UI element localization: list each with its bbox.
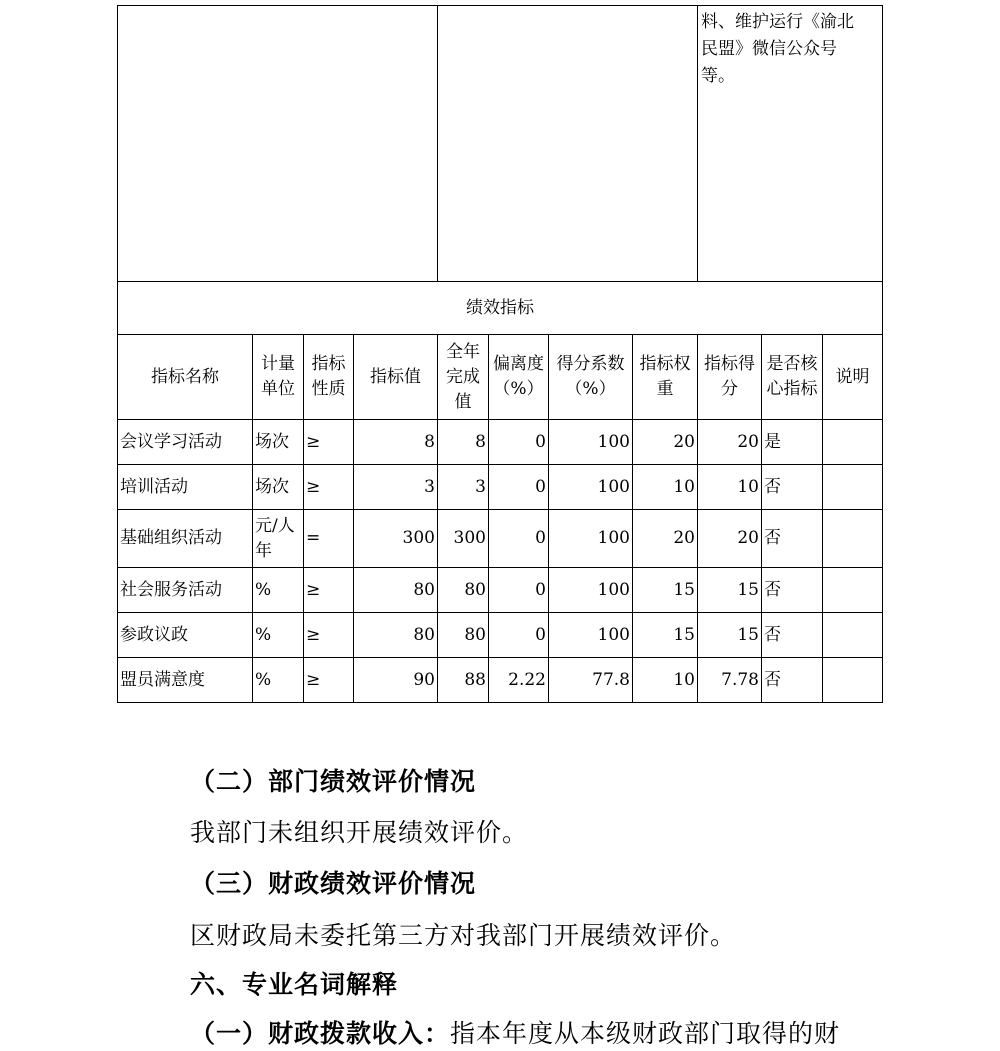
cell-target: 80 xyxy=(354,568,438,613)
cell-name: 参政议政 xyxy=(118,613,253,658)
cell-score: 15 xyxy=(698,568,762,613)
top-note-cell: 料、维护运行《渝北民盟》微信公众号等。 xyxy=(698,6,883,282)
col-header-note: 说明 xyxy=(823,335,883,420)
col-header-score: 指标得分 xyxy=(698,335,762,420)
cell-deviation: 0 xyxy=(489,465,549,510)
cell-nature: ≥ xyxy=(304,613,354,658)
section-title-row xyxy=(118,282,883,335)
cell-weight: 15 xyxy=(633,613,698,658)
cell-score: 20 xyxy=(698,510,762,568)
heading-finance-evaluation: （三）财政绩效评价情况 xyxy=(190,869,477,898)
cell-weight: 10 xyxy=(633,465,698,510)
cell-deviation: 0 xyxy=(489,420,549,465)
table-header-row xyxy=(118,335,883,420)
cell-nature: ≥ xyxy=(304,568,354,613)
cell-weight: 20 xyxy=(633,420,698,465)
col-header-coef: 得分系数（%） xyxy=(549,335,633,420)
cell-target: 90 xyxy=(354,658,438,703)
cell-unit: % xyxy=(253,658,304,703)
cell-score: 20 xyxy=(698,420,762,465)
cell-weight: 20 xyxy=(633,510,698,568)
table-row xyxy=(118,568,883,613)
cell-note xyxy=(823,658,883,703)
text-finance-evaluation: 区财政局未委托第三方对我部门开展绩效评价。 xyxy=(190,921,737,950)
cell-name: 会议学习活动 xyxy=(118,420,253,465)
cell-nature: ≥ xyxy=(304,658,354,703)
cell-deviation: 0 xyxy=(489,613,549,658)
cell-actual: 88 xyxy=(438,658,489,703)
cell-unit: % xyxy=(253,613,304,658)
cell-core: 否 xyxy=(762,510,823,568)
cell-actual: 8 xyxy=(438,420,489,465)
cell-note xyxy=(823,613,883,658)
cell-score: 7.78 xyxy=(698,658,762,703)
cell-score: 15 xyxy=(698,613,762,658)
cell-score: 10 xyxy=(698,465,762,510)
table-row xyxy=(118,613,883,658)
col-header-target: 指标值 xyxy=(354,335,438,420)
cell-coef: 100 xyxy=(549,613,633,658)
cell-weight: 15 xyxy=(633,568,698,613)
cell-nature: = xyxy=(304,510,354,568)
col-header-nature: 指标性质 xyxy=(304,335,354,420)
section-title: 绩效指标 xyxy=(118,282,883,335)
cell-coef: 100 xyxy=(549,465,633,510)
cell-target: 300 xyxy=(354,510,438,568)
table-row xyxy=(118,420,883,465)
cell-unit: 元/人年 xyxy=(253,510,304,568)
cell-name: 盟员满意度 xyxy=(118,658,253,703)
cell-core: 是 xyxy=(762,420,823,465)
table-row xyxy=(118,510,883,568)
cell-unit: 场次 xyxy=(253,465,304,510)
cell-nature: ≥ xyxy=(304,420,354,465)
cell-note xyxy=(823,465,883,510)
cell-name: 基础组织活动 xyxy=(118,510,253,568)
text-dept-evaluation: 我部门未组织开展绩效评价。 xyxy=(190,818,529,847)
cell-target: 80 xyxy=(354,613,438,658)
cell-note xyxy=(823,510,883,568)
col-header-core: 是否核心指标 xyxy=(762,335,823,420)
top-cell-middle xyxy=(438,6,698,282)
col-header-actual: 全年完成值 xyxy=(438,335,489,420)
term-text: 指本年度从本级财政部门取得的财 xyxy=(450,1019,841,1048)
cell-unit: % xyxy=(253,568,304,613)
cell-deviation: 0 xyxy=(489,510,549,568)
cell-coef: 77.8 xyxy=(549,658,633,703)
cell-core: 否 xyxy=(762,465,823,510)
term-definition xyxy=(190,1017,840,1051)
cell-name: 社会服务活动 xyxy=(118,568,253,613)
cell-deviation: 0 xyxy=(489,568,549,613)
col-header-unit: 计量单位 xyxy=(253,335,304,420)
cell-weight: 10 xyxy=(633,658,698,703)
cell-actual: 300 xyxy=(438,510,489,568)
col-header-deviation: 偏离度（%） xyxy=(489,335,549,420)
top-cell-left xyxy=(118,6,438,282)
heading-dept-evaluation: （二）部门绩效评价情况 xyxy=(190,767,477,796)
col-header-weight: 指标权重 xyxy=(633,335,698,420)
cell-actual: 80 xyxy=(438,568,489,613)
table-row xyxy=(118,658,883,703)
term-label: （一）财政拨款收入： xyxy=(190,1019,451,1048)
cell-name: 培训活动 xyxy=(118,465,253,510)
cell-target: 3 xyxy=(354,465,438,510)
top-continuation-row xyxy=(118,6,883,282)
cell-core: 否 xyxy=(762,613,823,658)
cell-deviation: 2.22 xyxy=(489,658,549,703)
cell-unit: 场次 xyxy=(253,420,304,465)
cell-nature: ≥ xyxy=(304,465,354,510)
cell-core: 否 xyxy=(762,658,823,703)
cell-note xyxy=(823,420,883,465)
col-header-name: 指标名称 xyxy=(118,335,253,420)
cell-note xyxy=(823,568,883,613)
cell-coef: 100 xyxy=(549,420,633,465)
heading-terms: 六、专业名词解释 xyxy=(190,970,399,999)
cell-actual: 80 xyxy=(438,613,489,658)
cell-coef: 100 xyxy=(549,510,633,568)
cell-core: 否 xyxy=(762,568,823,613)
cell-actual: 3 xyxy=(438,465,489,510)
cell-coef: 100 xyxy=(549,568,633,613)
cell-target: 8 xyxy=(354,420,438,465)
performance-table xyxy=(117,5,883,703)
table-row xyxy=(118,465,883,510)
